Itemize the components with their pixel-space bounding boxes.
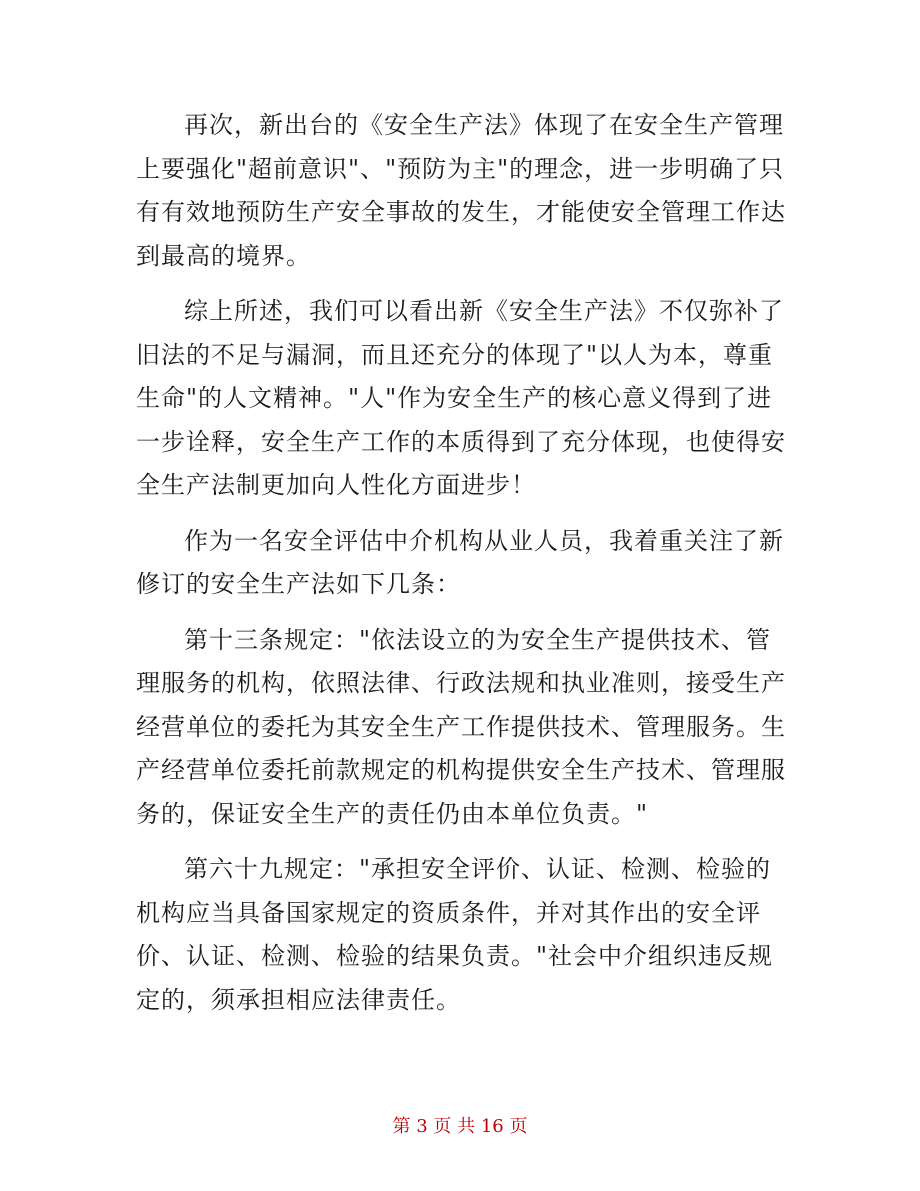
page-number-footer: 第 3 页 共 16 页: [392, 1116, 528, 1137]
document-body: [136, 104, 786, 1034]
paragraph: 作为一名安全评估中介机构从业人员，我着重关注了新修订的安全生产法如下几条：: [136, 526, 784, 598]
paragraph: 再次，新出台的《安全生产法》体现了在安全生产管理上要强化"超前意识"、"预防为主"的理念，进一步明确了只有有效地预防生产安全事故的发生，才能使安全管理工作达到最高的境界。: [136, 111, 786, 270]
paragraph: 综上所述，我们可以看出新《安全生产法》不仅弥补了旧法的不足与漏洞，而且还充分的体现了"以人为本，尊重生命"的人文精神。"人"作为安全生产的核心意义得到了进一步诠释，安全生产工作的本质得到了充分体现，也使得安全生产法制更加向人性化方面进步！: [136, 297, 786, 499]
paragraph: 第十三条规定："依法设立的为安全生产提供技术、管理服务的机构，依照法律、行政法规和执业准则，接受生产经营单位的委托为其安全生产工作提供技术、管理服务。生产经营单位委托前款规定的机构提供安全生产技术、管理服务的，保证安全生产的责任仍由本单位负责。": [136, 625, 786, 828]
paragraph: 第六十九规定："承担安全评价、认证、检测、检验的机构应当具备国家规定的资质条件，并对其作出的安全评价、认证、检测、检验的结果负责。"社会中介组织违反规定的，须承担相应法律责任。: [136, 855, 774, 1014]
